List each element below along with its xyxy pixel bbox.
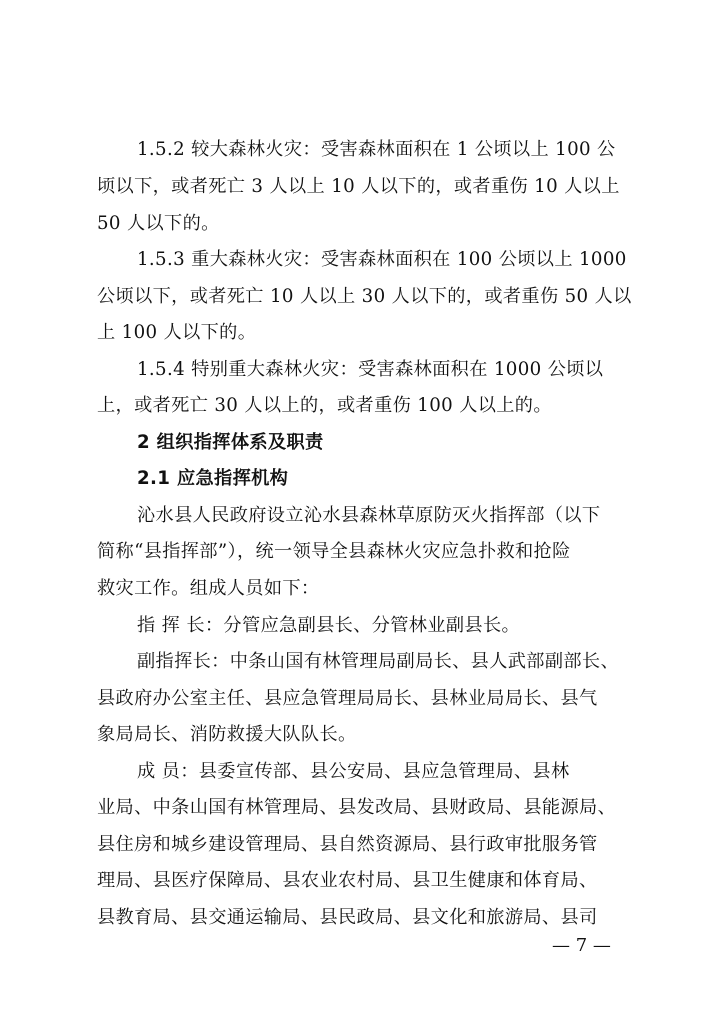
text-line-3: 50 人以下的。: [97, 213, 220, 234]
text-line-7: 1.5.4 特别重大森林火灾：受害森林面积在 1000 公顷以: [137, 359, 604, 380]
section-heading: 2 组织指挥体系及职责: [137, 432, 324, 453]
text-line-2: 顷以下，或者死亡 3 人以上 10 人以下的，或者重伤 10 人以上: [97, 176, 620, 197]
text-line-12: 简称“县指挥部”），统一领导全县森林火灾应急扑救和抢险: [97, 541, 571, 562]
text-line-17: 象局局长、消防救援大队队长。: [97, 724, 357, 745]
text-line-4: 1.5.3 重大森林火灾：受害森林面积在 100 公顷以上 1000: [137, 249, 627, 270]
text-line-5: 公顷以下，或者死亡 10 人以上 30 人以下的，或者重伤 50 人以: [97, 286, 632, 307]
text-line-8: 上，或者死亡 30 人以上的，或者重伤 100 人以上的。: [97, 395, 552, 416]
text-line-14: 指 挥 长：分管应急副县长、分管林业副县长。: [137, 615, 521, 636]
text-line-13: 救灾工作。组成人员如下：: [97, 578, 320, 599]
text-line-19: 业局、中条山国有林管理局、县发改局、县财政局、县能源局、: [97, 797, 617, 818]
page-number: — 7 —: [552, 935, 611, 956]
text-line-11: 沁水县人民政府设立沁水县森林草原防灭火指挥部（以下: [137, 505, 601, 526]
text-line-21: 理局、县医疗保障局、县农业农村局、县卫生健康和体育局、: [97, 870, 598, 891]
text-line-22: 县教育局、县交通运输局、县民政局、县文化和旅游局、县司: [97, 907, 598, 928]
text-line-20: 县住房和城乡建设管理局、县自然资源局、县行政审批服务管: [97, 834, 598, 855]
text-line-18: 成 员：县委宣传部、县公安局、县应急管理局、县林: [137, 761, 570, 782]
text-line-6: 上 100 人以下的。: [97, 322, 257, 343]
text-line-15: 副指挥长：中条山国有林管理局副局长、县人武部副部长、: [137, 651, 619, 672]
text-line-1: 1.5.2 较大森林火灾：受害森林面积在 1 公顷以上 100 公: [137, 139, 616, 160]
text-line-16: 县政府办公室主任、县应急管理局局长、县林业局局长、县气: [97, 688, 598, 709]
subsection-heading: 2.1 应急指挥机构: [137, 468, 289, 489]
